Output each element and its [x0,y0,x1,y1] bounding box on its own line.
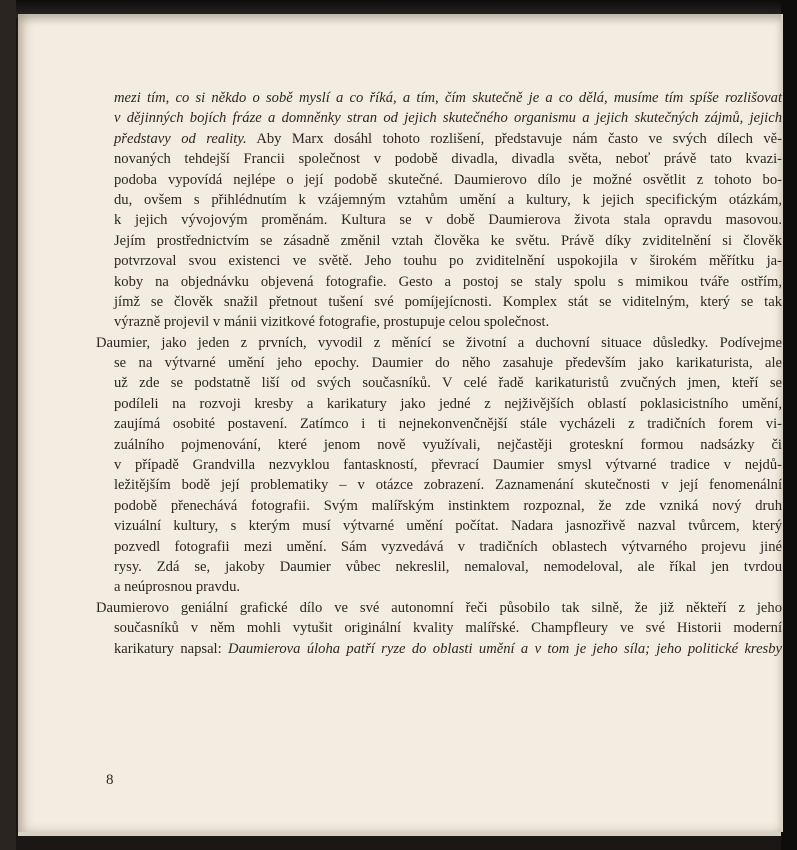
text-segment: Aby Marx dosáhl tohoto rozlišení, představuje nám často ve svých dílech vě- [246,130,782,147]
text-segment: v případě Grandvilla nezvyklou fantaskností, převrací Daumier smysl výtvarné tradice v nejdů- [114,457,782,474]
text-line [96,272,782,292]
text-segment: podoba vypovídá nejlépe o její podobě skutečné. Daumierovo dílo je možné osvětlit z tohoto bo- [114,171,782,188]
text-segment: podíleli na rozvoji kresby a karikatury jako jedné z nejživějších oblastí poklasicistního umění, [114,395,782,412]
text-segment: k jejich vývojovým proměnám. Kultura se v době Daumierova života stala opravdu masovou. [114,212,782,229]
text-segment: se na výtvarné umění jeho epochy. Daumier do něho zasahuje především jako karikaturista, ale [114,355,782,372]
text-line [96,312,782,332]
text-segment: Jejím prostřednictvím se zásadně změnil vztah člověka ke světu. Právě díky zviditelnění si člověk [114,232,782,249]
text-line [96,333,782,353]
page-number: 8 [106,772,114,788]
page-edge [18,832,781,836]
text-line [96,639,782,659]
text-segment: představy od reality. [114,130,247,147]
text-segment: jímž se člověk snažil přetnout tušení své pomíjejícnosti. Komplex stát se viditelným, který se tak [114,293,782,310]
text-line [96,598,782,618]
text-line [96,537,782,557]
text-segment: pozvedl fotografii mezi umění. Sám vyzvedává v tradičních oblastech výtvarného projevu jiné [114,538,782,555]
text-line [96,516,782,536]
text-segment: potvrzoval svou existenci ve světě. Jeho touhu po zviditelnění uspokojila v širokém měřítku ja- [114,253,782,270]
text-segment: a neúprosnou pravdu. [114,579,241,596]
text-segment: současníků v něm mohli vytušit originální kvality malířské. Champfleury ve své Historii moderní [114,620,782,637]
text-segment: zaujímá osobité postavení. Zatímco i ti nejnekonvenčnější stále vycházeli z tradičních forem vi- [114,416,782,433]
text-segment: du, ovšem s přihlédnutím k vzájemným vztahům umění a kultury, k jejich specifickým otázkám, [114,191,782,208]
text-segment: v dějinných bojích fráze a domněnky stran od jejich skutečného organismu a jejich skutečných zájmů, jejich [114,110,782,127]
text-segment: Daumierovo geniální grafické dílo ve své autonomní řeči působilo tak silně, že již někteří z jeho [96,599,782,616]
text-line [96,170,782,190]
text-line [96,373,782,393]
text-line [96,231,782,251]
text-segment: novaných tehdejší Francii společnost v podobě divadla, divadla světa, neboť právě tato kvazi- [114,151,782,168]
text-segment: Daumierova úloha patří ryze do oblasti umění a v tom je jeho síla; jeho politické kresby [228,640,782,657]
text-line [96,210,782,230]
text-line [96,435,782,455]
text-segment: výrazně projevil v mánii vizitkové fotografie, prostupuje celou společnost. [114,314,550,331]
text-line [96,577,782,597]
text-segment: vizuální kultury, s kterým musí výtvarné umění počítat. Nadara jasnozřivě nazval tvůrcem, který [114,518,782,535]
text-segment: mezi tím, co si někdo o sobě myslí a co říká, a tím, čím skutečně je a co dělá, musíme tím spíše rozlišovat [114,90,782,106]
scan-right-border [781,0,797,850]
scan-left-border [0,0,16,850]
text-segment: rysy. Zdá se, jakoby Daumier vůbec nekreslil, nemaloval, nemodeloval, ale říkal jen tvrdou [114,558,782,575]
text-segment: už zde se podstatně liší od svých současníků. V celé řadě karikaturistů zvučných jmen, kteří se [114,375,782,392]
text-line [96,292,782,312]
text-line [96,394,782,414]
text-segment: karikatury napsal: [114,640,229,657]
body-text [96,88,782,659]
text-segment: koby na objednávku objevená fotografie. Gesto a postoj se staly spolu s mimikou tváře ostřím, [114,273,782,290]
text-line [96,149,782,169]
text-line [96,455,782,475]
text-line [96,353,782,373]
text-line [96,251,782,271]
text-line [96,496,782,516]
text-segment: podobě přenechává fotografii. Svým malířským instinktem rozpoznal, že zde vzniká nový druh [114,497,782,514]
text-line [96,129,782,149]
text-segment: Daumier, jako jeden z prvních, vyvodil z měnící se životní a duchovní situace důsledky. Podívejme [96,334,782,351]
text-segment: ležitějším bodě její problematiky – v otázce zobrazení. Zaznamenání skutečnosti v její fenomenální [114,477,782,494]
text-segment: zuálního pojmenování, které jenom nově využívali, nejčastěji groteskní formou nadsázky či [114,436,782,453]
text-line [96,88,782,108]
text-line [96,618,782,638]
text-line [96,108,782,128]
text-line [96,475,782,495]
text-line [96,190,782,210]
text-line [96,414,782,434]
text-line [96,557,782,577]
